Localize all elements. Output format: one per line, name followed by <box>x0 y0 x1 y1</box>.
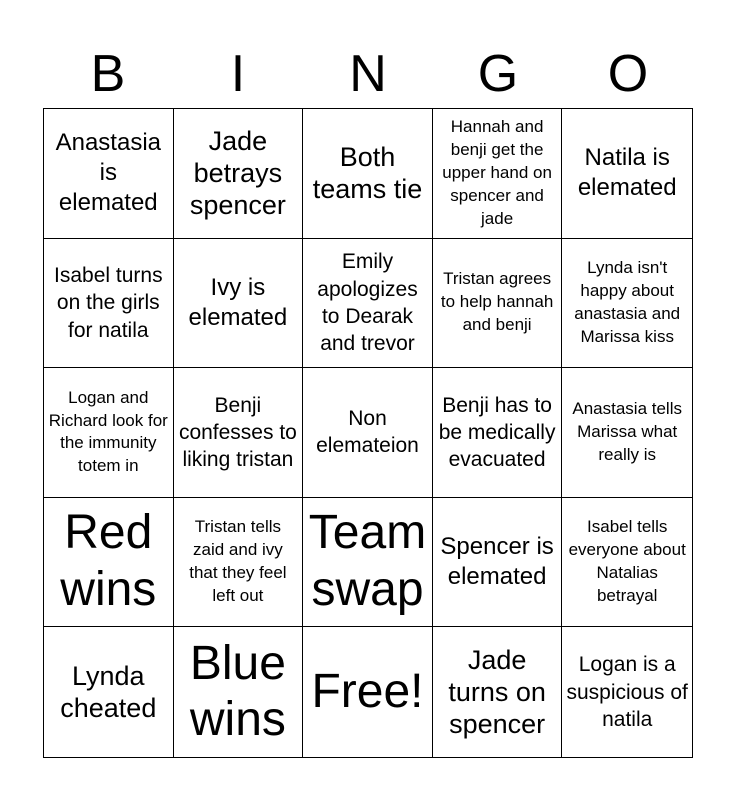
bingo-cell[interactable]: Benji has to be medically evacuated <box>433 368 563 498</box>
header-letter-g: G <box>477 45 519 103</box>
bingo-cell[interactable]: Red wins <box>44 498 174 628</box>
header-letter-o: O <box>607 45 649 103</box>
bingo-cell[interactable]: Team swap <box>303 498 433 628</box>
bingo-cell[interactable]: Jade turns on spencer <box>433 627 563 757</box>
bingo-cell[interactable]: Hannah and benji get the upper hand on spencer and jade <box>433 109 563 239</box>
header-letter-i: I <box>230 45 246 103</box>
bingo-cell[interactable]: Logan and Richard look for the immunity totem in <box>44 368 174 498</box>
bingo-cell[interactable]: Emily apologizes to Dearak and trevor <box>303 239 433 369</box>
bingo-cell[interactable]: Isabel tells everyone about Natalias betrayal <box>562 498 692 628</box>
bingo-cell[interactable]: Jade betrays spencer <box>174 109 304 239</box>
bingo-cell[interactable]: Blue wins <box>174 627 304 757</box>
bingo-header <box>43 40 693 108</box>
bingo-cell[interactable]: Isabel turns on the girls for natila <box>44 239 174 369</box>
bingo-cell[interactable]: Natila is elemated <box>562 109 692 239</box>
bingo-cell[interactable]: Tristan tells zaid and ivy that they feel left out <box>174 498 304 628</box>
bingo-cell[interactable]: Benji confesses to liking tristan <box>174 368 304 498</box>
bingo-cell[interactable]: Logan is a suspicious of natila <box>566 653 688 731</box>
bingo-cell[interactable]: Non elemateion <box>303 368 433 498</box>
bingo-card-grid <box>43 108 693 758</box>
header-letter-b: B <box>90 45 126 103</box>
bingo-cell[interactable]: Free! <box>303 627 433 757</box>
bingo-cell[interactable]: Lynda cheated <box>44 627 174 757</box>
bingo-cell[interactable]: Lynda isn't happy about anastasia and Marissa kiss <box>562 239 692 369</box>
bingo-cell[interactable]: Tristan agrees to help hannah and benji <box>433 239 563 369</box>
bingo-cell[interactable]: Anastasia is elemated <box>44 109 174 239</box>
bingo-cell[interactable]: Ivy is elemated <box>174 239 304 369</box>
bingo-cell[interactable]: Anastasia tells Marissa what really is <box>562 368 692 498</box>
bingo-cell[interactable]: Both teams tie <box>303 109 433 239</box>
bingo-cell[interactable]: Spencer is elemated <box>433 498 563 628</box>
header-letter-n: N <box>349 45 387 103</box>
